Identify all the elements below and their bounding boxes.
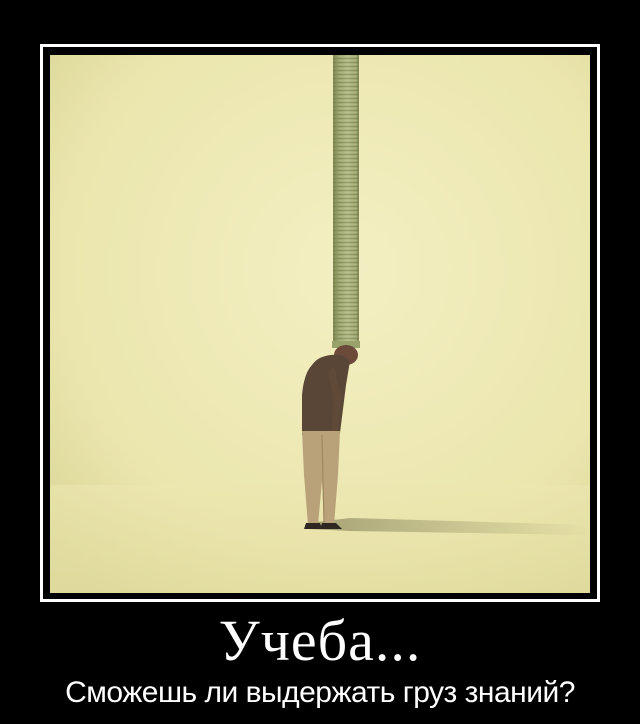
paper-stack xyxy=(332,55,360,348)
poster-subtitle: Сможешь ли выдержать груз знаний? xyxy=(65,676,575,709)
poster-title: Учеба... xyxy=(218,608,422,673)
poster-photo xyxy=(50,55,590,593)
